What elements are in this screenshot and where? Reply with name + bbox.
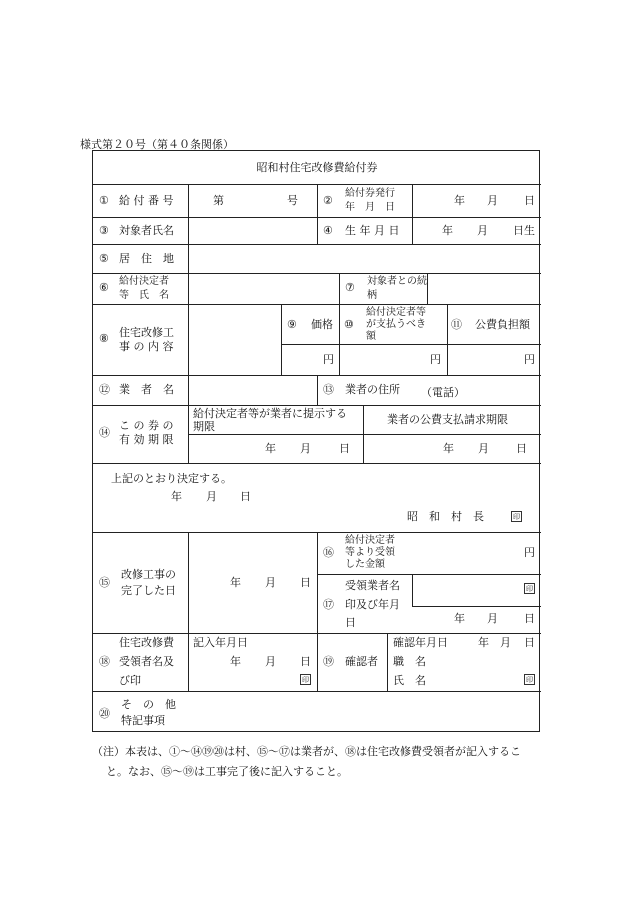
unit-yen: 円 — [323, 353, 334, 366]
field-label-received-amount: 等より受領 — [345, 547, 395, 558]
circled-number: ⑤ — [99, 252, 109, 265]
field-label-presentation-deadline: 期限 — [193, 420, 215, 433]
grid-line — [281, 344, 541, 345]
field-label-payable-amount: が支払うべき — [366, 319, 426, 330]
unit-yen: 円 — [430, 353, 441, 366]
date-month: 月 — [487, 612, 498, 625]
date-month: 月 — [478, 442, 489, 455]
grid-line — [93, 244, 541, 245]
grid-line — [412, 606, 541, 607]
circled-number: ⑮ — [99, 576, 110, 589]
date-day: 日 — [524, 636, 535, 649]
date-month: 月 — [300, 442, 311, 455]
grid-line — [427, 273, 428, 304]
field-label-relationship: 対象者との続 — [367, 276, 427, 287]
circled-number: ⑰ — [323, 598, 334, 611]
grid-line — [317, 375, 318, 405]
field-label-subject-name: 対象者氏名 — [119, 224, 174, 237]
seal-mark: 印 — [526, 585, 533, 593]
grid-line — [281, 304, 282, 375]
date-day: 日 — [300, 576, 311, 589]
grid-line — [93, 691, 541, 692]
field-label-issue-date: 給付券発行 — [345, 188, 395, 199]
grid-line — [188, 532, 189, 633]
field-label-name: 氏 名 — [393, 674, 426, 687]
grid-line — [188, 405, 189, 463]
mayor-title: 昭 和 村 長 — [407, 510, 484, 523]
field-label-received-amount: 給付決定者 — [345, 535, 395, 546]
date-day: 日 — [516, 442, 527, 455]
field-label-other-notes: 特記事項 — [121, 714, 165, 727]
seal-mark: 印 — [302, 676, 309, 684]
date-year: 年 — [478, 636, 489, 649]
grid-line — [317, 184, 318, 244]
circled-number: ⑯ — [323, 546, 334, 559]
circled-number: ⑪ — [451, 318, 462, 331]
footnote — [92, 742, 552, 782]
seal-mark: 印 — [513, 513, 520, 521]
field-label-received-amount: した金額 — [345, 559, 385, 570]
grid-line — [363, 405, 364, 463]
field-label-recipient-name: 給付決定者 — [119, 276, 169, 287]
date-year: 年 — [265, 442, 276, 455]
field-label-issue-date: 年 月 日 — [345, 202, 395, 213]
field-label-validity: こ の 券 の — [119, 419, 174, 432]
field-label-other-notes: そ の 他 — [121, 698, 176, 711]
grid-line — [93, 463, 541, 464]
circled-number: ⑧ — [99, 332, 109, 345]
unit-yen: 円 — [524, 546, 535, 559]
date-month: 月 — [500, 636, 511, 649]
field-label-entry-date: 記入年月日 — [193, 636, 248, 649]
text-telephone: （電話） — [421, 386, 465, 399]
field-label-completion-date: 完了した日 — [121, 584, 176, 597]
field-label-receiving-contractor: 受領業者名 — [345, 579, 400, 592]
date-year: 年 — [230, 576, 241, 589]
circled-number: ⑥ — [99, 281, 109, 294]
field-label-residence: 居 住 地 — [119, 252, 174, 265]
date-month: 月 — [206, 490, 217, 503]
circled-number: ⑱ — [99, 655, 110, 668]
circled-number: ⑬ — [323, 383, 334, 396]
field-label-payable-amount: 額 — [366, 331, 376, 342]
date-month: 月 — [265, 655, 276, 668]
field-label-claim-deadline: 業者の公費支払請求期限 — [387, 413, 508, 426]
grid-line — [447, 304, 448, 375]
date-day-born: 日生 — [513, 224, 535, 237]
field-label-payable-amount: 給付決定者等 — [366, 307, 426, 318]
circled-number: ② — [323, 194, 333, 207]
circled-number: ⑫ — [99, 383, 110, 396]
grid-line — [317, 532, 318, 633]
field-label-receiving-contractor: 日 — [345, 616, 356, 629]
field-label-public-burden: 公費負担額 — [475, 318, 530, 331]
field-label-confirmer: 確認者 — [345, 655, 378, 668]
field-label-recipient-name: 等 氏 名 — [119, 290, 169, 301]
field-label-work-content: 事 の 内 容 — [119, 340, 174, 353]
date-day: 日 — [339, 442, 350, 455]
grid-line — [412, 184, 413, 244]
field-label-validity: 有 効 期 限 — [119, 433, 174, 446]
date-month: 月 — [265, 576, 276, 589]
field-label-price: 価格 — [311, 318, 333, 331]
form-label: 様式第２０号（第４０条関係） — [80, 138, 234, 151]
unit-yen: 円 — [524, 353, 535, 366]
field-label-payment-number: 給 付 番 号 — [119, 194, 174, 207]
circled-number: ⑭ — [99, 426, 110, 439]
date-day: 日 — [524, 194, 535, 207]
grid-line — [188, 434, 541, 435]
field-label-recipient-seal: 受領者名及 — [119, 655, 174, 668]
field-label-recipient-seal: 住宅改修費 — [119, 636, 174, 649]
date-month: 月 — [477, 224, 488, 237]
date-year: 年 — [230, 655, 241, 668]
grid-line — [339, 304, 340, 375]
field-label-presentation-deadline: 給付決定者等が業者に提示する — [193, 407, 347, 420]
field-label-receiving-contractor: 印及び年月 — [345, 598, 400, 611]
grid-line — [93, 304, 541, 305]
field-label-completion-date: 改修工事の — [121, 568, 176, 581]
field-label-birth-date: 生 年 月 日 — [345, 224, 400, 237]
date-year: 年 — [454, 612, 465, 625]
grid-line — [339, 273, 340, 304]
date-year: 年 — [442, 224, 453, 237]
circled-number: ① — [99, 194, 109, 207]
circled-number: ⑨ — [287, 318, 297, 331]
circled-number: ④ — [323, 224, 333, 237]
seal-mark: 印 — [526, 676, 533, 684]
grid-line — [188, 633, 189, 691]
date-year: 年 — [171, 490, 182, 503]
field-label-post: 職 名 — [393, 655, 426, 668]
date-day: 日 — [524, 612, 535, 625]
voucher-table — [92, 150, 540, 732]
date-day: 日 — [240, 490, 251, 503]
grid-line — [188, 184, 189, 405]
text-dai: 第 — [213, 194, 224, 207]
decision-text: 上記のとおり決定する。 — [111, 472, 232, 485]
field-label-contractor-name: 業 者 名 — [119, 383, 174, 396]
text-go: 号 — [287, 194, 298, 207]
grid-line — [93, 273, 541, 274]
grid-line — [387, 633, 388, 691]
circled-number: ⑲ — [323, 655, 334, 668]
field-label-recipient-seal: び印 — [119, 674, 141, 687]
footnote-line: （注）本表は、①～⑭⑲⑳は村、⑮～⑰は業者が、⑱は住宅改修費受領者が記入するこ — [92, 745, 521, 758]
field-label-relationship: 柄 — [367, 290, 377, 301]
grid-line — [317, 633, 318, 691]
date-month: 月 — [487, 194, 498, 207]
date-day: 日 — [300, 655, 311, 668]
field-label-work-content: 住宅改修工 — [119, 326, 174, 339]
footnote-line: と。なお、⑮～⑲は工事完了後に記入すること。 — [106, 765, 348, 778]
grid-line — [412, 574, 413, 606]
circled-number: ⑩ — [344, 318, 354, 331]
field-label-confirmation-date: 確認年月日 — [393, 636, 448, 649]
grid-line — [93, 405, 541, 406]
field-label-contractor-address: 業者の住所 — [345, 383, 400, 396]
circled-number: ⑦ — [345, 281, 355, 294]
date-year: 年 — [454, 194, 465, 207]
voucher-title: 昭和村住宅改修費給付券 — [256, 161, 378, 174]
grid-line — [317, 574, 541, 575]
date-year: 年 — [443, 442, 454, 455]
circled-number: ③ — [99, 224, 109, 237]
circled-number: ⑳ — [99, 707, 110, 720]
